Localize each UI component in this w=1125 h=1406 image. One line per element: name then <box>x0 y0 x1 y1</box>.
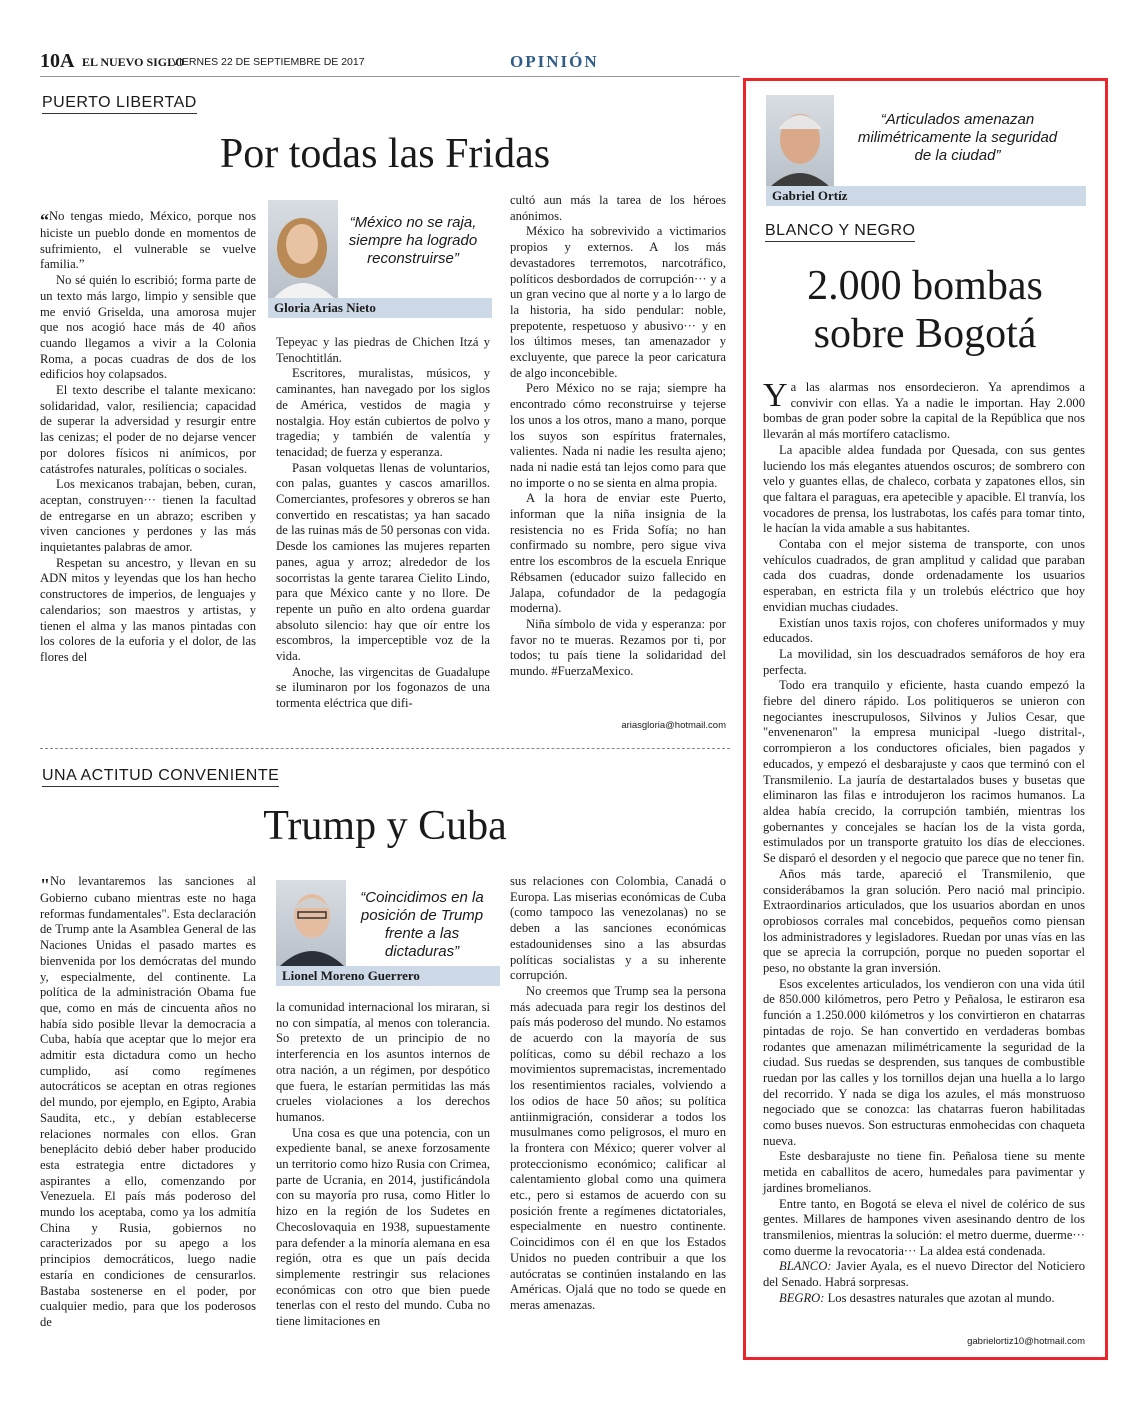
article3-email[interactable]: gabrielortiz10@hotmail.com <box>967 1336 1085 1347</box>
article2-title: Trump y Cuba <box>263 803 507 849</box>
title-line: sobre Bogotá <box>813 311 1037 357</box>
paragraph: Escritores, muralistas, músicos, y caminantes, han navegado por los siglos de América, vestidos de magia y nostalgia. Hoy están cubiertos de polvo y tragedia; y también de valentía y tenacidad; de fuerza y esperanza. <box>276 366 490 459</box>
paragraph: Niña símbolo de vida y esperanza: por favor no te mueras. Rezamos por ti, por todos; tu país tiene la solidaridad del mundo. #FuerzaMexico. <box>510 616 726 679</box>
article2-author: Lionel Moreno Guerrero <box>276 966 500 986</box>
avatar <box>268 200 338 298</box>
paragraph: Los mexicanos trabajan, beben, curan, aceptan, construyen··· tienen la facultad de entregarse en un abrazo; escriben y viven canciones y perdones y las más inquietantes palabras de amor. <box>40 477 256 555</box>
article1-email[interactable]: ariasgloria@hotmail.com <box>621 720 726 731</box>
article3-title <box>760 262 1090 358</box>
article2-kicker: UNA ACTITUD CONVENIENTE <box>42 767 279 787</box>
paragraph: BLANCO: Javier Ayala, es el nuevo Director del Noticiero del Senado. Habrá sorpresas. <box>763 1259 1085 1290</box>
article1-col1 <box>40 209 256 666</box>
paragraph: Ya las alarmas nos ensordecieron. Ya aprendimos a convivir con ellas. Ya a nadie le importan. Hay 2.000 bombas de gran poder sobre la capital de la República que nos llevarán al más mortífero cataclismo. <box>763 377 1085 442</box>
article1-col3 <box>510 193 726 680</box>
title-line: 2.000 bombas <box>807 263 1043 309</box>
article1-author: Gloria Arias Nieto <box>268 298 492 318</box>
article1-col2 <box>276 335 490 712</box>
paragraph: Pasan volquetas llenas de voluntarios, con palas, guantes y cascos amarillos. Comerciantes, profesores y obreros se han convertido en rescatistas; ya han sacado de las ruinas más de 50 personas con vida. Desde los camiones las mujeres reparten panes, agua y arroz; alrededor de los socorristas la gente tararea Cielito Lindo, para que México cante y no llore. De repente un puño en alto ordena guardar absoluto silencio: hay que oír entre los escombros, la imperceptible voz de la vida. <box>276 460 490 664</box>
negro-label: BEGRO: <box>779 1290 825 1305</box>
paragraph: Una cosa es que una potencia, con un expediente banal, se anexe forzosamente un territorio como hizo Rusia con Crimea, parte de Ucrania, en 2014, justificándola con su mayoría pro rusa, como Hitler lo hizo en la región de los Sudetes en Checoslovaquia en 1938, supuestamente para defender a la minoría alemana en esa región, otra es que un país decida simplemente restringir sus relaciones económicas con otro que bien puede tenerlas con el resto del mundo. Cuba no tiene limitaciones en <box>276 1125 490 1329</box>
paragraph: No sé quién lo escribió; forma parte de un texto más largo, limpio y sensible que me envió Griselda, una amorosa mujer que nos acogió hace más de 40 años cuando llegamos a vivir a la Colonia Roma, a pocas cuadras de dos de los edificios hoy colapsados. <box>40 273 256 382</box>
paragraph: Este desbarajuste no tiene fin. Peñalosa tiene su mente metida en caballitos de acero, humedales para pavimentar y jardines bromelianos. <box>763 1149 1085 1195</box>
paragraph: "No levantaremos las sanciones al Gobierno cubano mientras este no haga reformas fundamentales". Esta declaración de Trump ante la Asamblea General de las Naciones Unidas el pasado martes es bienvenida por los demócratas del mundo y, especialmente, del continente. La política de la administración Obama fue que, como en más de cincuenta años no había sido posible llevar la democracia a Cuba, había que aceptar que lo mejor era admitir esta dictadura como un hecho cumplido, así como regímenes autocráticos se aceptan en otras regiones del mundo, por ejemplo, en Egipto, Arabia Saudita, etc., y debían establecerse relaciones normales con ellos. Gran beneplácito debió deber haber producido esta estrategia entre dictadores y aspirantes a ello, comenzando por Venezuela. El país más poderoso del mundo los aceptaba, como ya los admitía China y Rusia, gobiernos no caracterizados por su apego a los principios democráticos, luego nadie estaría en condiciones de censurarlos. Bastaba sostenerse en el poder, por cualquier medio, para que los poderosos de <box>40 874 256 1329</box>
avatar <box>766 95 834 187</box>
blanco-label: BLANCO: <box>779 1259 832 1274</box>
paragraph: Todo era tranquilo y eficiente, hasta cuando empezó la fiebre del dinero rápido. Los politiqueros se unieron con negociantes inescrupulosos, Silvinos y Julios Cesar, que "envenenaron" la empresa municipal -luego distrital-, corrompieron a los conductores oficiales, bien pagados y educados, y empezó el desbarajuste y caos que terminó con el Transmilenio. La jauría de destartalados buses y busetas que eliminaron las filas e introdujeron los racimos humanos. La aldea había crecido, la corrupción también, mientras los gobernantes y concejales se hacían los de la vista gorda, estimulados por un transporte gratuito los días de elecciones. Se disparó el desorden y el negocio que parece que no tener fin. <box>763 678 1085 866</box>
paragraph: No creemos que Trump sea la persona más adecuada para regir los destinos del país más poderoso del mundo. No estamos de acuerdo con la mayoría de sus políticas, como su débil rechazo a los movimientos supremacistas, incrementado los resentimientos raciales, volviendo a los odios de hace 50 años; su política antiinmigración, considerar a todos los musulmanes como peligrosos, el muro en la frontera con México; querer volver al proteccionismo económico; calificar al calentamiento global como una quimera etc., pero si estamos de acuerdo con su posición frente a regímenes dictatoriales, especialmente en nuestro continente. Coincidimos con él en que los Estados Unidos no pueden contribuir a que los autócratas se continúen instalando en las Américas. Ojalá que no todo se quede en meras amenazas. <box>510 983 726 1312</box>
paragraph: Años más tarde, apareció el Transmilenio, que considerábamos la gran solución. Pero nació mal principio. Extraordinarios articulados, que los usuarios abordan en unos oprobiosos corrales mal concebidos, pequeños como piensan los administradores y legisladores. Ruedan por unas vías en las que se aprecia la corrupción, porque no pueden soportar el peso, no obstante la gran inversión. <box>763 866 1085 976</box>
article2-col3 <box>510 874 726 1314</box>
header-rule <box>40 76 740 77</box>
avatar <box>276 880 346 966</box>
paragraph: Respetan su ancestro, y llevan en su ADN mitos y leyendas que los han hecho constructores de imperios, de lenguajes y calendarios; son maestros y artistas, y tienen el alma y las manos pintadas con los colores de la euforia y el dolor, de las flores del <box>40 555 256 664</box>
article2-col2 <box>276 1000 490 1330</box>
article2-pull-quote: “Coincidimos en la posición de Trump frente a las dictaduras” <box>360 889 484 960</box>
page-number: 10A <box>40 50 75 72</box>
paragraph: “No tengas miedo, México, porque nos hiciste un pueblo donde en momentos de sufrimiento, el vulnerable se vuelve familia.” <box>40 209 256 272</box>
drop-cap: Y <box>763 377 788 414</box>
paragraph: Pero México no se raja; siempre ha encontrado cómo reconstruirse y tejerse los unos a los otros, mano a mano, porque los suyos son espíritus fraternales, valientes. Nada ni nadie les resulta ajeno; nada ni nadie está tan lejos como para que no importe o no se sienta en alma propia. <box>510 381 726 490</box>
paragraph: La movilidad, sin los descuadrados semáforos de hoy era perfecta. <box>763 646 1085 677</box>
section-divider <box>40 748 730 749</box>
paper-name: EL NUEVO SIGLO <box>82 55 185 69</box>
paragraph: El texto describe el talante mexicano: solidaridad, valor, resiliencia; capacidad de superar la adversidad y resurgir entre las cenizas; el poder de no dejarse vencer por dolores físicos ni anímicos, por catástrofes naturales, políticas o sociales. <box>40 383 256 476</box>
paragraph: La apacible aldea fundada por Quesada, con sus gentes luciendo los más elegantes atuendos oscuros; de sombrero con velo y guantes ellas, de chaleco, corbata y zapatones ellos, sin que faltara el paraguas, era apetecible y apacible. El tranvía, los vocadores de prensa, los lustrabotas, los cafés para tomar tinto, le hacían la vida amable a sus habitantes. <box>763 442 1085 536</box>
article3-pull-quote: “Articulados amenazan milimétricamente la seguridad de la ciudad” <box>857 111 1058 164</box>
paragraph: BEGRO: Los desastres naturales que azotan al mundo. <box>779 1290 1055 1305</box>
paragraph: Existían unos taxis rojos, con choferes uniformados y muy educados. <box>763 615 1085 646</box>
paragraph: cultó aun más la tarea de los héroes anónimos. <box>510 193 726 223</box>
issue-date: VIERNES 22 DE SEPTIEMBRE DE 2017 <box>172 56 365 68</box>
paragraph: sus relaciones con Colombia, Canadá o Europa. Las miserias económicas de Cuba (como tampoco las venezolanas) no se deben a las sanciones económicas estadounidenses sino a las absurdas políticas socialistas y a su inherente corrupción. <box>510 874 726 983</box>
author-photo-gloria <box>268 200 338 298</box>
paragraph: Contaba con el mejor sistema de transporte, con unos vehículos cuadrados, de gran amplitud y calidad que paraban cada dos cuadras, donde ordenadamente los usuarios esperaban, en estricta fila y un trolebús eléctrico que hoy envidian muchas ciudades. <box>763 537 1085 614</box>
paragraph: Esos excelentes articulados, los vendieron con una vida útil de 850.000 kilómetros, pero Petro y Peñalosa, le estiraron esa función a 1.250.000 kilómetros y los convirtieron en chatarras pintadas de rojo. Se han convertido en verdaderas bombas rodantes que amenazan milimétricamente la seguridad de la ciudad. Sus ruedas se desprenden, sus tanques de combustible ruedan por las calles y los tornillos dejan una huella a lo largo del recorrido. Y nada se diga los azules, el más monstruoso negociado que se conozca: las chatarras fueron habilitadas como buses nuevos. Son estructuras enmohecidas con chaqueta nueva. <box>763 976 1085 1148</box>
article1-kicker: PUERTO LIBERTAD <box>42 94 197 114</box>
article3-author: Gabriel Ortíz <box>766 186 1086 206</box>
paragraph: Entre tanto, en Bogotá se eleva el nivel de colérico de sus gentes. Millares de hampones viven asesinando dentro de los transmilenios, mientras la solución: el metro duerme, duerme··· como duerme la revocatoria··· La aldea está condenada. <box>763 1196 1085 1258</box>
paragraph: Anoche, las virgencitas de Guadalupe se iluminaron por los fogonazos de una tormenta eléctrica que difi- <box>276 664 490 711</box>
article2-col1 <box>40 874 256 1331</box>
section-name: OPINIÓN <box>510 52 599 71</box>
paragraph: México ha sobrevivido a victimarios propios y externos. A los más devastadores terremotos, narcotráfico, políticos desbordados de corrupción··· y a un gran vecino que al norte y a lo largo de la historia, ha sido pendular: noble, prepotente, respetuoso y abusivo··· y en los últimos meses, tan amenazador y excluyente, que parece la peor caricatura de algo inconcebible. <box>510 224 726 380</box>
article3-kicker: BLANCO Y NEGRO <box>765 222 915 242</box>
article1-pull-quote: “México no se raja, siempre ha logrado reconstruirse” <box>348 214 478 267</box>
paragraph: la comunidad internacional los miraran, si no con simpatía, al menos con tolerancia. So pretexto de un principio de no interferencia en los asuntos internos de otra nación, a un régimen, por despótico que fuera, le estarían permitidas las más crueles violaciones a los derechos humanos. <box>276 1000 490 1124</box>
author-photo-gabriel <box>766 95 834 187</box>
paragraph: Tepeyac y las piedras de Chichen Itzá y Tenochtitlán. <box>276 335 490 365</box>
author-photo-lionel <box>276 880 346 966</box>
article3-body <box>763 377 1085 1306</box>
article1-title: Por todas las Fridas <box>219 131 551 177</box>
paragraph: A la hora de enviar este Puerto, informan que la niña insignia de la resistencia no es Frida Sofía; no han confirmado su nombre, pero sigue viva entre los escombros de la escuela Enrique Rébsamen (educador suizo fallecido en Jalapa, cofundador de la pedagogía moderna). <box>510 491 726 616</box>
page-header <box>40 50 1085 76</box>
